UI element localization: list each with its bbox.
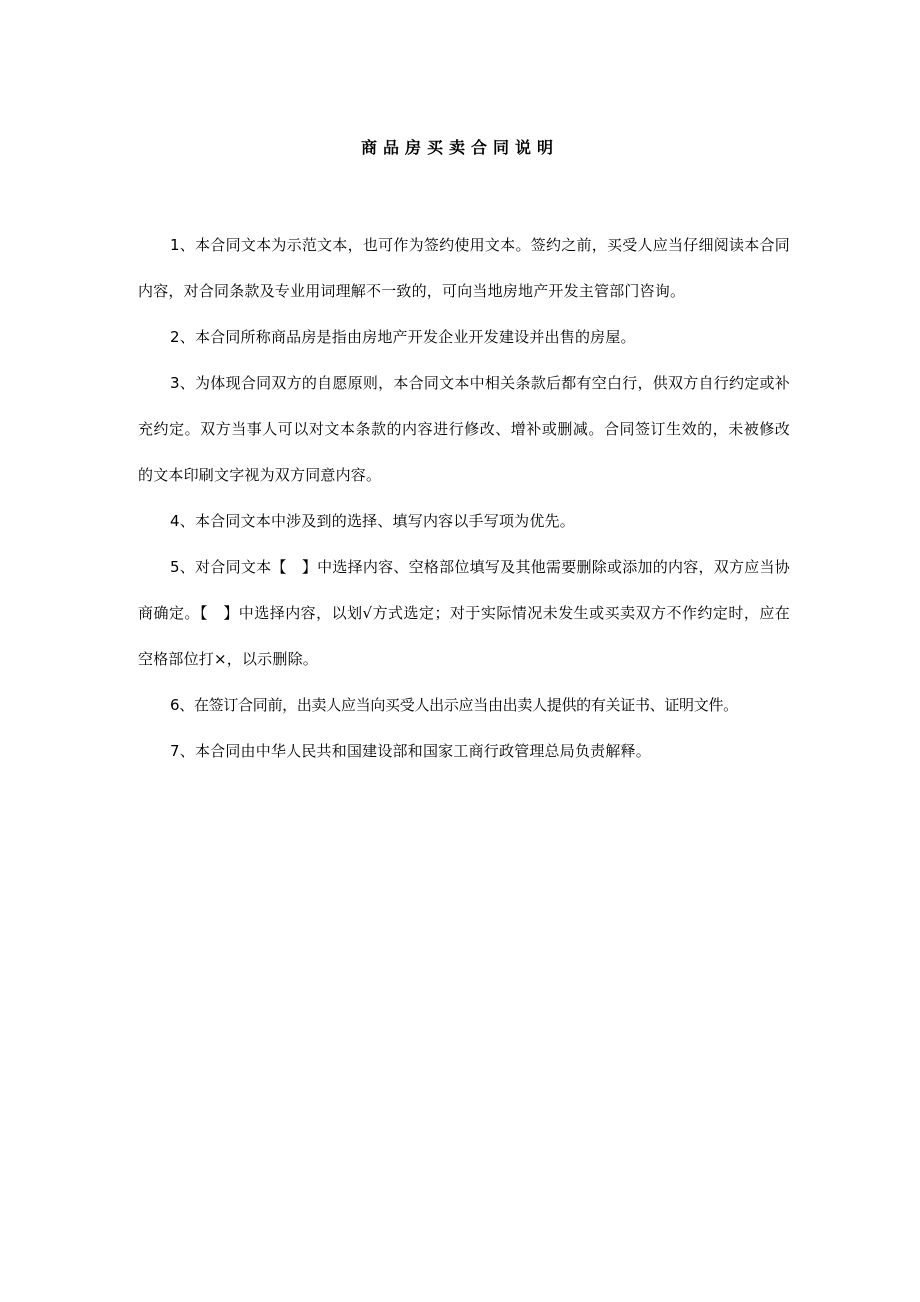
paragraph-1: 1、本合同文本为示范文本，也可作为签约使用文本。签约之前，买受人应当仔细阅读本合同内容，对合同条款及专业用词理解不一致的，可向当地房地产开发主管部门咨询。: [138, 236, 790, 300]
paragraph-2: 2、本合同所称商品房是指由房地产开发企业开发建设并出售的房屋。: [170, 328, 636, 346]
document-title: 商品房买卖合同说明: [360, 138, 559, 157]
paragraph-5: 5、对合同文本【 】中选择内容、空格部位填写及其他需要删除或添加的内容，双方应当协商确定。【 】中选择内容，以划√方式选定；对于实际情况未发生或买卖双方不作约定时，应在空格部位打×，以示删除。: [138, 558, 790, 668]
paragraph-3: 3、为体现合同双方的自愿原则，本合同文本中相关条款后都有空白行，供双方自行约定或补充约定。双方当事人可以对文本条款的内容进行修改、增补或删减。合同签订生效的，未被修改的文本印刷文字视为双方同意内容。: [138, 374, 790, 484]
document-body: [138, 222, 790, 774]
paragraph-7: 7、本合同由中华人民共和国建设部和国家工商行政管理总局负责解释。: [170, 742, 651, 760]
paragraph-4: 4、本合同文本中涉及到的选择、填写内容以手写项为优先。: [170, 512, 575, 530]
paragraph-6: 6、在签订合同前，出卖人应当向买受人出示应当由出卖人提供的有关证书、证明文件。: [170, 696, 738, 714]
